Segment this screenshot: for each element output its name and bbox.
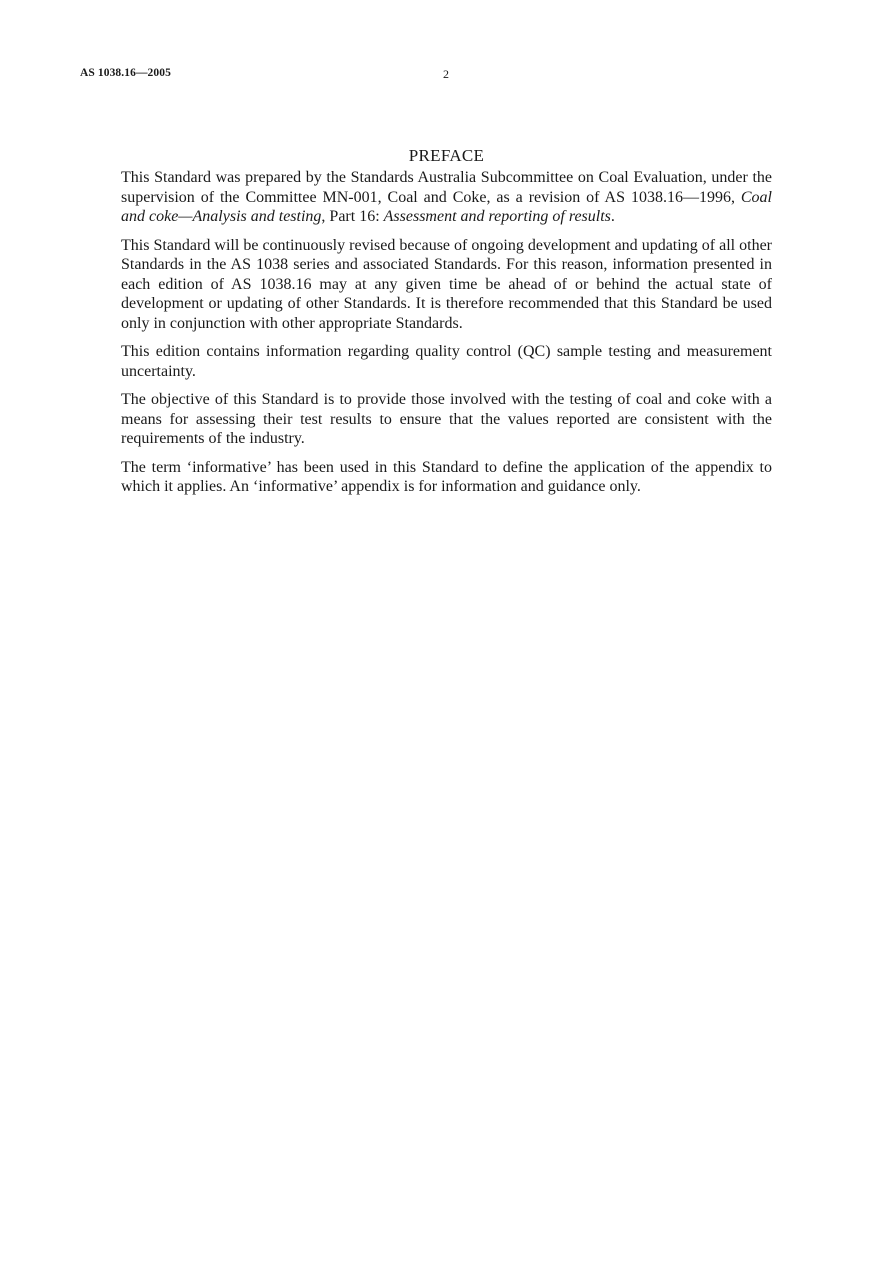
document-id: AS 1038.16—2005 xyxy=(80,67,171,79)
page-number: 2 xyxy=(443,67,449,81)
paragraph-5: The term ‘informative’ has been used in this Standard to define the application of the appendix to which it applies. An ‘informative’ appendix is for information and guidance only. xyxy=(121,458,772,495)
paragraph-1-part-title: Assessment and reporting of results xyxy=(383,208,611,225)
paragraph-1-text-a: This Standard was prepared by the Standards Australia Subcommittee on Coal Evaluation, under the supervision of the Committee MN-001, Coal and Coke, as a revision of AS 1038.16—1996, xyxy=(121,169,772,206)
paragraph-1-standard-title: Coal and coke—Analysis and testing xyxy=(121,188,772,225)
paragraph-1 xyxy=(121,168,772,227)
paragraph-1-text-b: , Part 16: xyxy=(321,208,384,225)
paragraph-4: The objective of this Standard is to provide those involved with the testing of coal and coke with a means for assessing their test results to ensure that the values reported are consistent with the requirements of the industry. xyxy=(121,391,772,447)
paragraph-3: This edition contains information regarding quality control (QC) sample testing and measurement uncertainty. xyxy=(121,343,772,380)
section-title: PREFACE xyxy=(408,146,485,165)
paragraph-2: This Standard will be continuously revised because of ongoing development and updating of all other Standards in the AS 1038 series and associated Standards. For this reason, information presented in each edition of AS 1038.16 may at any given time be ahead of or behind the actual state of development or updating of other Standards. It is therefore recommended that this Standard be used only in conjunction with other appropriate Standards. xyxy=(121,236,772,332)
paragraph-1-text-c: . xyxy=(610,208,615,225)
preface-section xyxy=(121,146,772,506)
